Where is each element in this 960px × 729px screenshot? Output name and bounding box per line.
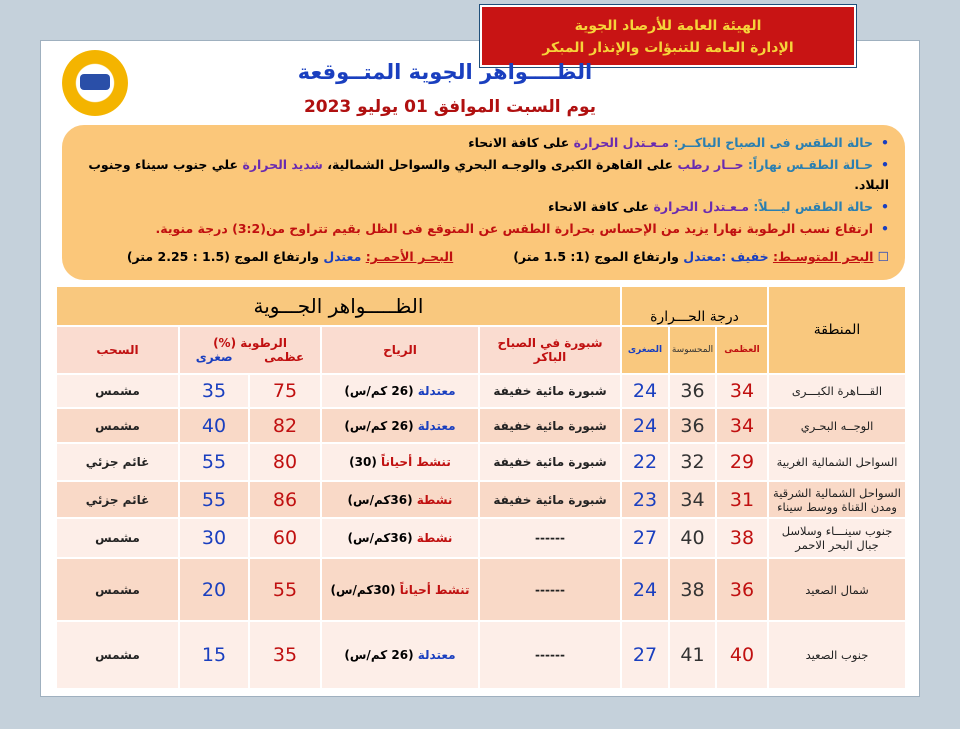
wind-speed: (26 كم/س): [344, 418, 414, 433]
cloud-cell: مشمس: [56, 518, 179, 558]
region-cell: جنوب سينـــاء وسلاسل جبال البحر الاحمر: [768, 518, 906, 558]
humidity-max-cell: 35: [249, 621, 321, 689]
temp-max-cell: 36: [716, 558, 768, 621]
humidity-title: الرطوبة (%): [213, 336, 287, 350]
label: حالة الطقس فى الصباح الباكــر:: [673, 135, 873, 150]
temp-max-cell: 40: [716, 621, 768, 689]
table-row: [56, 621, 906, 689]
humidity-max-cell: 80: [249, 443, 321, 481]
text: على كافة الانحاء: [548, 199, 650, 214]
text: على كافة الانحاء: [468, 135, 570, 150]
temp-min-cell: 27: [621, 518, 669, 558]
header-wind: الرياح: [321, 326, 479, 374]
table-row: [56, 408, 906, 443]
temp-feel-cell: 40: [669, 518, 716, 558]
humidity-min-cell: 55: [179, 443, 249, 481]
temp-min-cell: 27: [621, 621, 669, 689]
department-name: الإدارة العامة للتنبؤات والإنذار المبكر: [542, 40, 794, 56]
wind-state: تنشط أحياناً: [381, 455, 451, 469]
temp-max-cell: 38: [716, 518, 768, 558]
wind-speed: (26 كم/س): [344, 384, 414, 398]
fog-cell: شبورة مائية خفيفة: [479, 443, 621, 481]
table-row: [56, 443, 906, 481]
hmax-label: عظمى: [264, 350, 305, 364]
page-title: الظــــواهر الجوية المتــوقعة: [297, 60, 593, 84]
header-tmin: الصغرى: [621, 326, 669, 374]
fog-cell: ------: [479, 621, 621, 689]
humidity-max-cell: 55: [249, 558, 321, 621]
summary-night: [76, 197, 889, 217]
temp-feel-cell: 32: [669, 443, 716, 481]
temp-min-cell: 24: [621, 558, 669, 621]
temp-feel-cell: 36: [669, 374, 716, 408]
label: حـالة الطقـس نهاراً:: [747, 157, 873, 172]
table-row: [56, 374, 906, 408]
summary-morning: [76, 133, 889, 153]
med-sea: [513, 247, 889, 267]
checkbox-icon: ☐: [877, 249, 889, 264]
header-cloud: السحب: [56, 326, 179, 374]
table-row: [56, 481, 906, 518]
cloud-cell: مشمس: [56, 621, 179, 689]
sea-state: [76, 247, 889, 267]
humidity-min-cell: 40: [179, 408, 249, 443]
temp-min-cell: 23: [621, 481, 669, 518]
state: خفيف :معتدل: [683, 249, 769, 264]
wind-speed: (36كم/س): [347, 492, 413, 507]
fog-cell: شبورة مائية خفيفة: [479, 374, 621, 408]
temp-min-cell: 24: [621, 374, 669, 408]
region-cell: جنوب الصعيد: [768, 621, 906, 689]
wind-cell: [321, 518, 479, 558]
summary-panel: [62, 125, 905, 280]
wind-speed: (26 كم/س): [344, 648, 414, 662]
wind-state: معتدلة: [417, 418, 456, 433]
region-cell: القـــاهرة الكبـــرى: [768, 374, 906, 408]
humidity-min-cell: 35: [179, 374, 249, 408]
header-temp: [621, 286, 768, 326]
summary-day: [76, 155, 889, 195]
temp-max-cell: 31: [716, 481, 768, 518]
cloud-cell: مشمس: [56, 408, 179, 443]
header-region: المنطقة: [768, 286, 906, 374]
humidity-min-cell: 20: [179, 558, 249, 621]
text: علي جنوب سيناء وجنوب البلاد.: [88, 157, 889, 192]
forecast-table: [55, 285, 907, 690]
table-row: [56, 558, 906, 621]
temp-max-cell: 34: [716, 408, 768, 443]
fog-cell: ------: [479, 518, 621, 558]
label: البحر المتوسـط:: [772, 249, 874, 264]
temp-feel-cell: 34: [669, 481, 716, 518]
cloud-cell: مشمس: [56, 558, 179, 621]
state: مـعـتدل الحرارة: [653, 199, 750, 214]
header-phenomena: الظـــــواهر الجـــوية: [56, 286, 621, 326]
fog-cell: ------: [479, 558, 621, 621]
authority-header: [480, 5, 856, 67]
header-fog: شبورة في الصباح الباكر: [479, 326, 621, 374]
temp-max-cell: 34: [716, 374, 768, 408]
humidity-min-cell: 15: [179, 621, 249, 689]
fog-cell: شبورة مائية خفيفة: [479, 408, 621, 443]
ema-logo-icon: [62, 50, 128, 116]
header-humidity: [179, 326, 321, 374]
text: وارتفاع الموج (1.5 : 2.25 متر): [126, 249, 319, 264]
wind-speed: (30كم/س): [330, 582, 396, 597]
temp-min-cell: 22: [621, 443, 669, 481]
hmin-label: صغرى: [195, 350, 233, 364]
humidity-max-cell: 82: [249, 408, 321, 443]
temp-title: درجة الحـــرارة: [650, 309, 739, 325]
wind-cell: [321, 443, 479, 481]
temp-min-cell: 24: [621, 408, 669, 443]
cloud-cell: مشمس: [56, 374, 179, 408]
fog-cell: شبورة مائية خفيفة: [479, 481, 621, 518]
wind-cell: [321, 558, 479, 621]
wind-cell: [321, 621, 479, 689]
temp-feel-cell: 41: [669, 621, 716, 689]
wind-cell: [321, 481, 479, 518]
table-body: [56, 374, 906, 689]
cloud-cell: غائم جزئي: [56, 481, 179, 518]
humidity-max-cell: 86: [249, 481, 321, 518]
summary-humidity: • ارتفاع نسب الرطوبة نهارا يزيد من الإحساس بحرارة الطقس عن المتوقع فى الظل بقيم تتراوح من(3:2) درجة منوية.: [76, 219, 889, 239]
humidity-min-cell: 30: [179, 518, 249, 558]
header-tfeel: المحسوسة: [669, 326, 716, 374]
state: حــار رطب: [677, 157, 744, 172]
authority-name: الهيئة العامة للأرصاد الجوية: [574, 18, 762, 34]
wind-speed: (36كم/س): [347, 531, 413, 545]
table-row: [56, 518, 906, 558]
forecast-date: يوم السبت الموافق 01 يوليو 2023: [303, 97, 597, 117]
humidity-max-cell: 60: [249, 518, 321, 558]
wind-state: تنشط أحياناً: [399, 582, 470, 597]
temp-feel-cell: 38: [669, 558, 716, 621]
wind-state: معتدلة: [417, 648, 456, 662]
wind-state: نشطة: [416, 531, 453, 545]
state: معتدل: [323, 249, 362, 264]
humidity-max-cell: 75: [249, 374, 321, 408]
region-cell: السواحل الشمالية الشرقية ومدن القناة ووسط سيناء: [768, 481, 906, 518]
wind-speed: (30): [349, 455, 377, 469]
wind-state: معتدلة: [417, 384, 456, 398]
label: حالة الطقس ليـــلاً:: [753, 199, 873, 214]
cloud-cell: غائم جزئي: [56, 443, 179, 481]
region-cell: الوجــه البحـري: [768, 408, 906, 443]
text: وارتفاع الموج (1: 1.5 متر): [513, 249, 679, 264]
temp-feel-cell: 36: [669, 408, 716, 443]
wind-state: نشطة: [416, 492, 453, 507]
region-cell: شمال الصعيد: [768, 558, 906, 621]
temp-max-cell: 29: [716, 443, 768, 481]
red-sea: [127, 247, 453, 267]
header-tmax: العظمى: [716, 326, 768, 374]
wind-cell: [321, 374, 479, 408]
wind-cell: [321, 408, 479, 443]
humidity-min-cell: 55: [179, 481, 249, 518]
state: شديد الحرارة: [242, 157, 323, 172]
state: مـعـتدل الحرارة: [573, 135, 670, 150]
label: البحـر الأحمـر:: [365, 249, 454, 264]
region-cell: السواحل الشمالية الغربية: [768, 443, 906, 481]
text: على القاهرة الكبرى والوجـه البحري والسواحل الشمالية،: [327, 157, 674, 172]
